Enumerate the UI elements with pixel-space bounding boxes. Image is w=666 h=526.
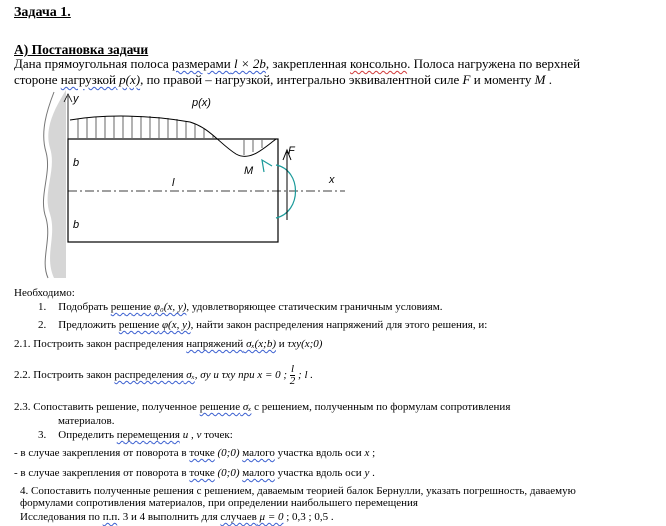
- text: точке: [189, 467, 215, 479]
- text: и моменту: [470, 72, 535, 87]
- text: малого: [242, 447, 275, 459]
- formula: при x = 0 ;: [235, 369, 290, 381]
- item-3-2: [14, 466, 375, 480]
- item-2: [38, 318, 487, 332]
- formula: μ = 0: [256, 511, 284, 523]
- text: 2.1. Построить закон распределения: [14, 338, 187, 350]
- cantilever-strip-figure: [0, 88, 666, 280]
- formula: σₓ: [183, 369, 195, 381]
- required-heading: Необходимо:: [14, 287, 75, 299]
- label-y: y: [73, 93, 79, 105]
- formula: u , v: [179, 429, 202, 441]
- text: ; 0,3 ; 0,5 .: [283, 511, 334, 523]
- item-4-line-1: 4. Сопоставить полученные решения с решением, даваемым теорией балок Бернулли, указать погрешность, даваемую: [20, 485, 576, 497]
- text: участка вдоль оси: [274, 447, 365, 459]
- text: , по правой – нагрузкой, интегрально эквивалентной силе: [140, 72, 463, 87]
- text: Подобрать: [58, 301, 111, 313]
- text: .: [369, 467, 375, 479]
- text: , закрепленная: [265, 56, 350, 71]
- formula: σₓ(x;b): [243, 338, 276, 350]
- item-4-line-3: [20, 510, 334, 524]
- task-title: Задача 1.: [14, 5, 71, 20]
- distributed-load: [70, 116, 276, 156]
- moment-arrow: [262, 160, 296, 218]
- intro-line-2: [14, 72, 552, 88]
- text: и: [276, 338, 288, 350]
- text: консольно: [349, 56, 408, 71]
- text: . Полоса нагружена по верхней: [407, 56, 581, 71]
- label-px: p(x): [192, 97, 211, 109]
- text: случаев: [220, 511, 257, 523]
- formula: l × 2b: [230, 56, 266, 71]
- text: Исследования по: [20, 511, 103, 523]
- text: Определить: [58, 429, 117, 441]
- formula: τxy(x;0): [287, 338, 323, 350]
- fraction-numerator: l: [291, 362, 295, 375]
- formula: x: [364, 447, 370, 459]
- formula: y: [364, 467, 370, 479]
- formula: φ₀(x, y): [151, 301, 187, 313]
- text: ;: [369, 447, 376, 459]
- label-F: F: [288, 145, 295, 157]
- item-1: [38, 300, 442, 314]
- item-4-line-2: формулами сопротивления материалов, при определении наибольшего перемещения: [20, 497, 418, 509]
- formula: , σy и τxy: [194, 369, 236, 381]
- label-b-top: b: [73, 157, 80, 169]
- text: , удовлетворяющее статическим граничным условиям.: [186, 301, 443, 313]
- item-2-1: [14, 337, 322, 351]
- text: . 3 и 4 выполнить для: [117, 511, 221, 523]
- item-3: [38, 428, 233, 442]
- wall-hatching: [43, 90, 66, 278]
- label-x: x: [329, 174, 335, 186]
- symbol-M: M: [534, 72, 546, 87]
- text: 2.2. Построить закон: [14, 369, 115, 381]
- text: стороне: [14, 72, 61, 87]
- item-number: 1.: [38, 301, 47, 313]
- label-b-bottom: b: [73, 219, 80, 231]
- text: 2.3. Сопоставить решение, полученное: [14, 401, 200, 413]
- text: - в случае закрепления от поворота в: [14, 467, 190, 479]
- text: решение: [118, 319, 160, 331]
- fraction-denominator: 2: [289, 374, 296, 387]
- section-heading: А) Постановка задачи: [14, 42, 149, 57]
- text: .: [545, 72, 552, 87]
- label-M: M: [244, 165, 254, 177]
- text: нагрузкой: [60, 72, 116, 87]
- item-2-3: [14, 400, 654, 414]
- text: распределения: [114, 369, 184, 381]
- formula: ; l .: [295, 369, 314, 381]
- text: - в случае закрепления от поворота в: [14, 447, 190, 459]
- text: решение: [199, 401, 241, 413]
- formula: (0;0): [214, 447, 240, 459]
- formula: φ(x, y): [159, 319, 191, 331]
- item-number: 2.: [38, 319, 47, 331]
- text: малого: [242, 467, 275, 479]
- text: перемещения: [116, 429, 180, 441]
- text: с решением, полученным по формулам сопротивления: [251, 401, 511, 413]
- text: точек:: [201, 429, 233, 441]
- text: Предложить: [58, 319, 119, 331]
- item-3-1: [14, 446, 375, 460]
- item-number: 3.: [38, 429, 47, 441]
- text: размерами: [172, 56, 231, 71]
- formula: σₓ: [240, 401, 252, 413]
- strip-outline: [68, 139, 278, 242]
- text: , найти закон распределения напряжений для этого решения, и:: [190, 319, 488, 331]
- text: решение: [110, 301, 152, 313]
- intro-line-1: [14, 56, 580, 72]
- text: Дана прямоугольная полоса: [14, 56, 173, 71]
- formula: p(x): [115, 72, 141, 87]
- formula: (0;0): [214, 467, 240, 479]
- text: п.п: [102, 511, 118, 523]
- label-l: l: [172, 177, 175, 189]
- item-2-3-cont: материалов.: [58, 415, 115, 427]
- symbol-F: F: [462, 72, 471, 87]
- item-2-2: [14, 362, 313, 388]
- text: напряжений: [186, 338, 244, 350]
- text: точке: [189, 447, 215, 459]
- text: участка вдоль оси: [274, 467, 365, 479]
